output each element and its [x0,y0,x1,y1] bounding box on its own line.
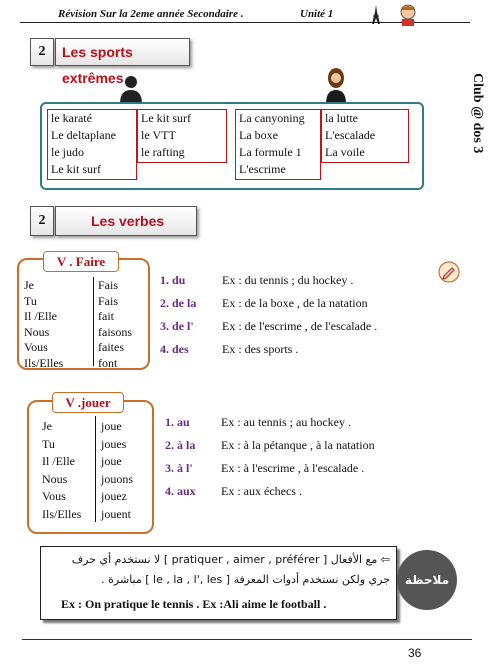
section-title: Les sports extrêmes [62,44,133,86]
jouer-prep: 3. à l' [165,461,193,475]
pronoun: Tu [42,436,55,451]
faire-example: Ex : du tennis ; du hockey . [222,273,354,287]
jouer-prep: 2. à la [165,438,196,452]
verb-form: fait [98,309,114,323]
pronoun: Nous [24,324,50,339]
faire-prep: 4. des [160,342,189,356]
sport-item: L'escalade [325,128,376,142]
jouer-example: Ex : à l'escrime , à l'escalade . [221,461,365,475]
faire-prep: 3. de l' [160,319,194,333]
eiffel-tower-icon [366,4,386,26]
sports-column-1 [47,109,137,180]
faire-divider [93,277,94,366]
verb-form: joue [101,419,122,433]
sport-item: La formule 1 [239,145,302,159]
sport-item: L'escrime [239,162,286,176]
pronoun: Nous [42,471,68,486]
club-side-text: Club @ dos 3 [470,72,485,154]
sport-item: Le deltaplane [51,128,116,142]
faire-label: V . Faire [43,251,119,272]
note-example: Ex : On pratique le tennis . Ex :Ali aime le football . [61,597,327,611]
jouer-prep: 4. aux [165,484,196,498]
pronoun: Vous [42,489,66,503]
sport-item: le karaté [51,111,92,125]
header-title: Révision Sur la 2eme année Secondaire . [58,8,244,20]
section-number: 2 [38,213,46,228]
pronoun: Vous [24,340,48,354]
jouer-pronouns [42,418,81,523]
woman-icon [324,68,348,104]
section-number-box [30,206,54,236]
section-number-box [30,38,54,66]
jouer-example: Ex : à la pétanque , à la natation [221,438,375,452]
pronoun: Il /Elle [42,454,75,468]
section-number: 2 [38,44,46,59]
section-title-box [55,206,197,236]
faire-example: Ex : des sports . [222,342,299,356]
verb-form: faites [98,340,124,354]
verb-form: jouent [101,506,131,521]
verb-form: Fais [98,293,119,308]
jouer-label: V .jouer [52,392,124,413]
verb-form: faisons [98,324,132,339]
pronoun: Il /Elle [24,309,57,323]
faire-forms [98,278,132,371]
header-unit: Unité 1 [300,8,334,20]
sport-item: La voile [325,145,365,159]
section-title-box [55,38,190,86]
verb-form: joues [101,436,127,451]
sport-item: Le kit surf [51,162,101,176]
sport-item: La boxe [239,128,278,142]
faire-pronouns [24,278,63,371]
sport-item: Le kit surf [141,111,191,125]
sport-item: La canyoning [239,111,305,125]
pronoun: Je [42,419,52,433]
section-title: Les verbes [91,213,165,229]
note-line: ⇦ مع الأفعال [ pratiquer , aimer , préférer ] لا نستخدم أي حرف [71,553,390,566]
pronoun: Je [24,278,34,292]
sports-column-2 [137,109,227,163]
pronoun: Ils/Elles [24,355,64,370]
verb-form: jouez [101,489,127,503]
note-line: جري ولكن نستخدم أدوات المعرفة [ le , la , l', les ] مباشرة . [101,573,390,586]
sport-item: le rafting [141,145,185,159]
verb-form: jouons [101,471,134,486]
page-number: 36 [408,646,422,660]
jouer-prep: 1. au [165,415,190,429]
jouer-example: Ex : au tennis ; au hockey . [221,415,351,429]
jouer-example: Ex : aux échecs . [221,484,302,498]
verb-form: joue [101,454,122,468]
student-avatar-icon [395,2,421,26]
sport-item: la lutte [325,111,358,125]
faire-prep: 1. du [160,273,186,287]
faire-prep: 2. de la [160,296,197,310]
faire-example: Ex : de l'escrime , de l'escalade . [222,319,378,333]
jouer-forms [101,418,133,523]
footer [22,639,472,666]
sports-column-3 [235,109,321,180]
pronoun: Tu [24,293,37,308]
verb-form: Fais [98,278,119,292]
jouer-divider [95,416,96,522]
sport-item: le VTT [141,128,176,142]
verb-form: font [98,355,118,370]
sport-item: le judo [51,145,84,159]
note-box [40,546,397,620]
faire-example: Ex : de la boxe , de la natation [222,296,368,310]
sports-column-4 [321,109,409,163]
pronoun: Ils/Elles [42,506,82,521]
note-badge: ملاحظة [397,550,457,610]
pencil-badge-icon [437,260,461,284]
man-icon [118,74,144,104]
